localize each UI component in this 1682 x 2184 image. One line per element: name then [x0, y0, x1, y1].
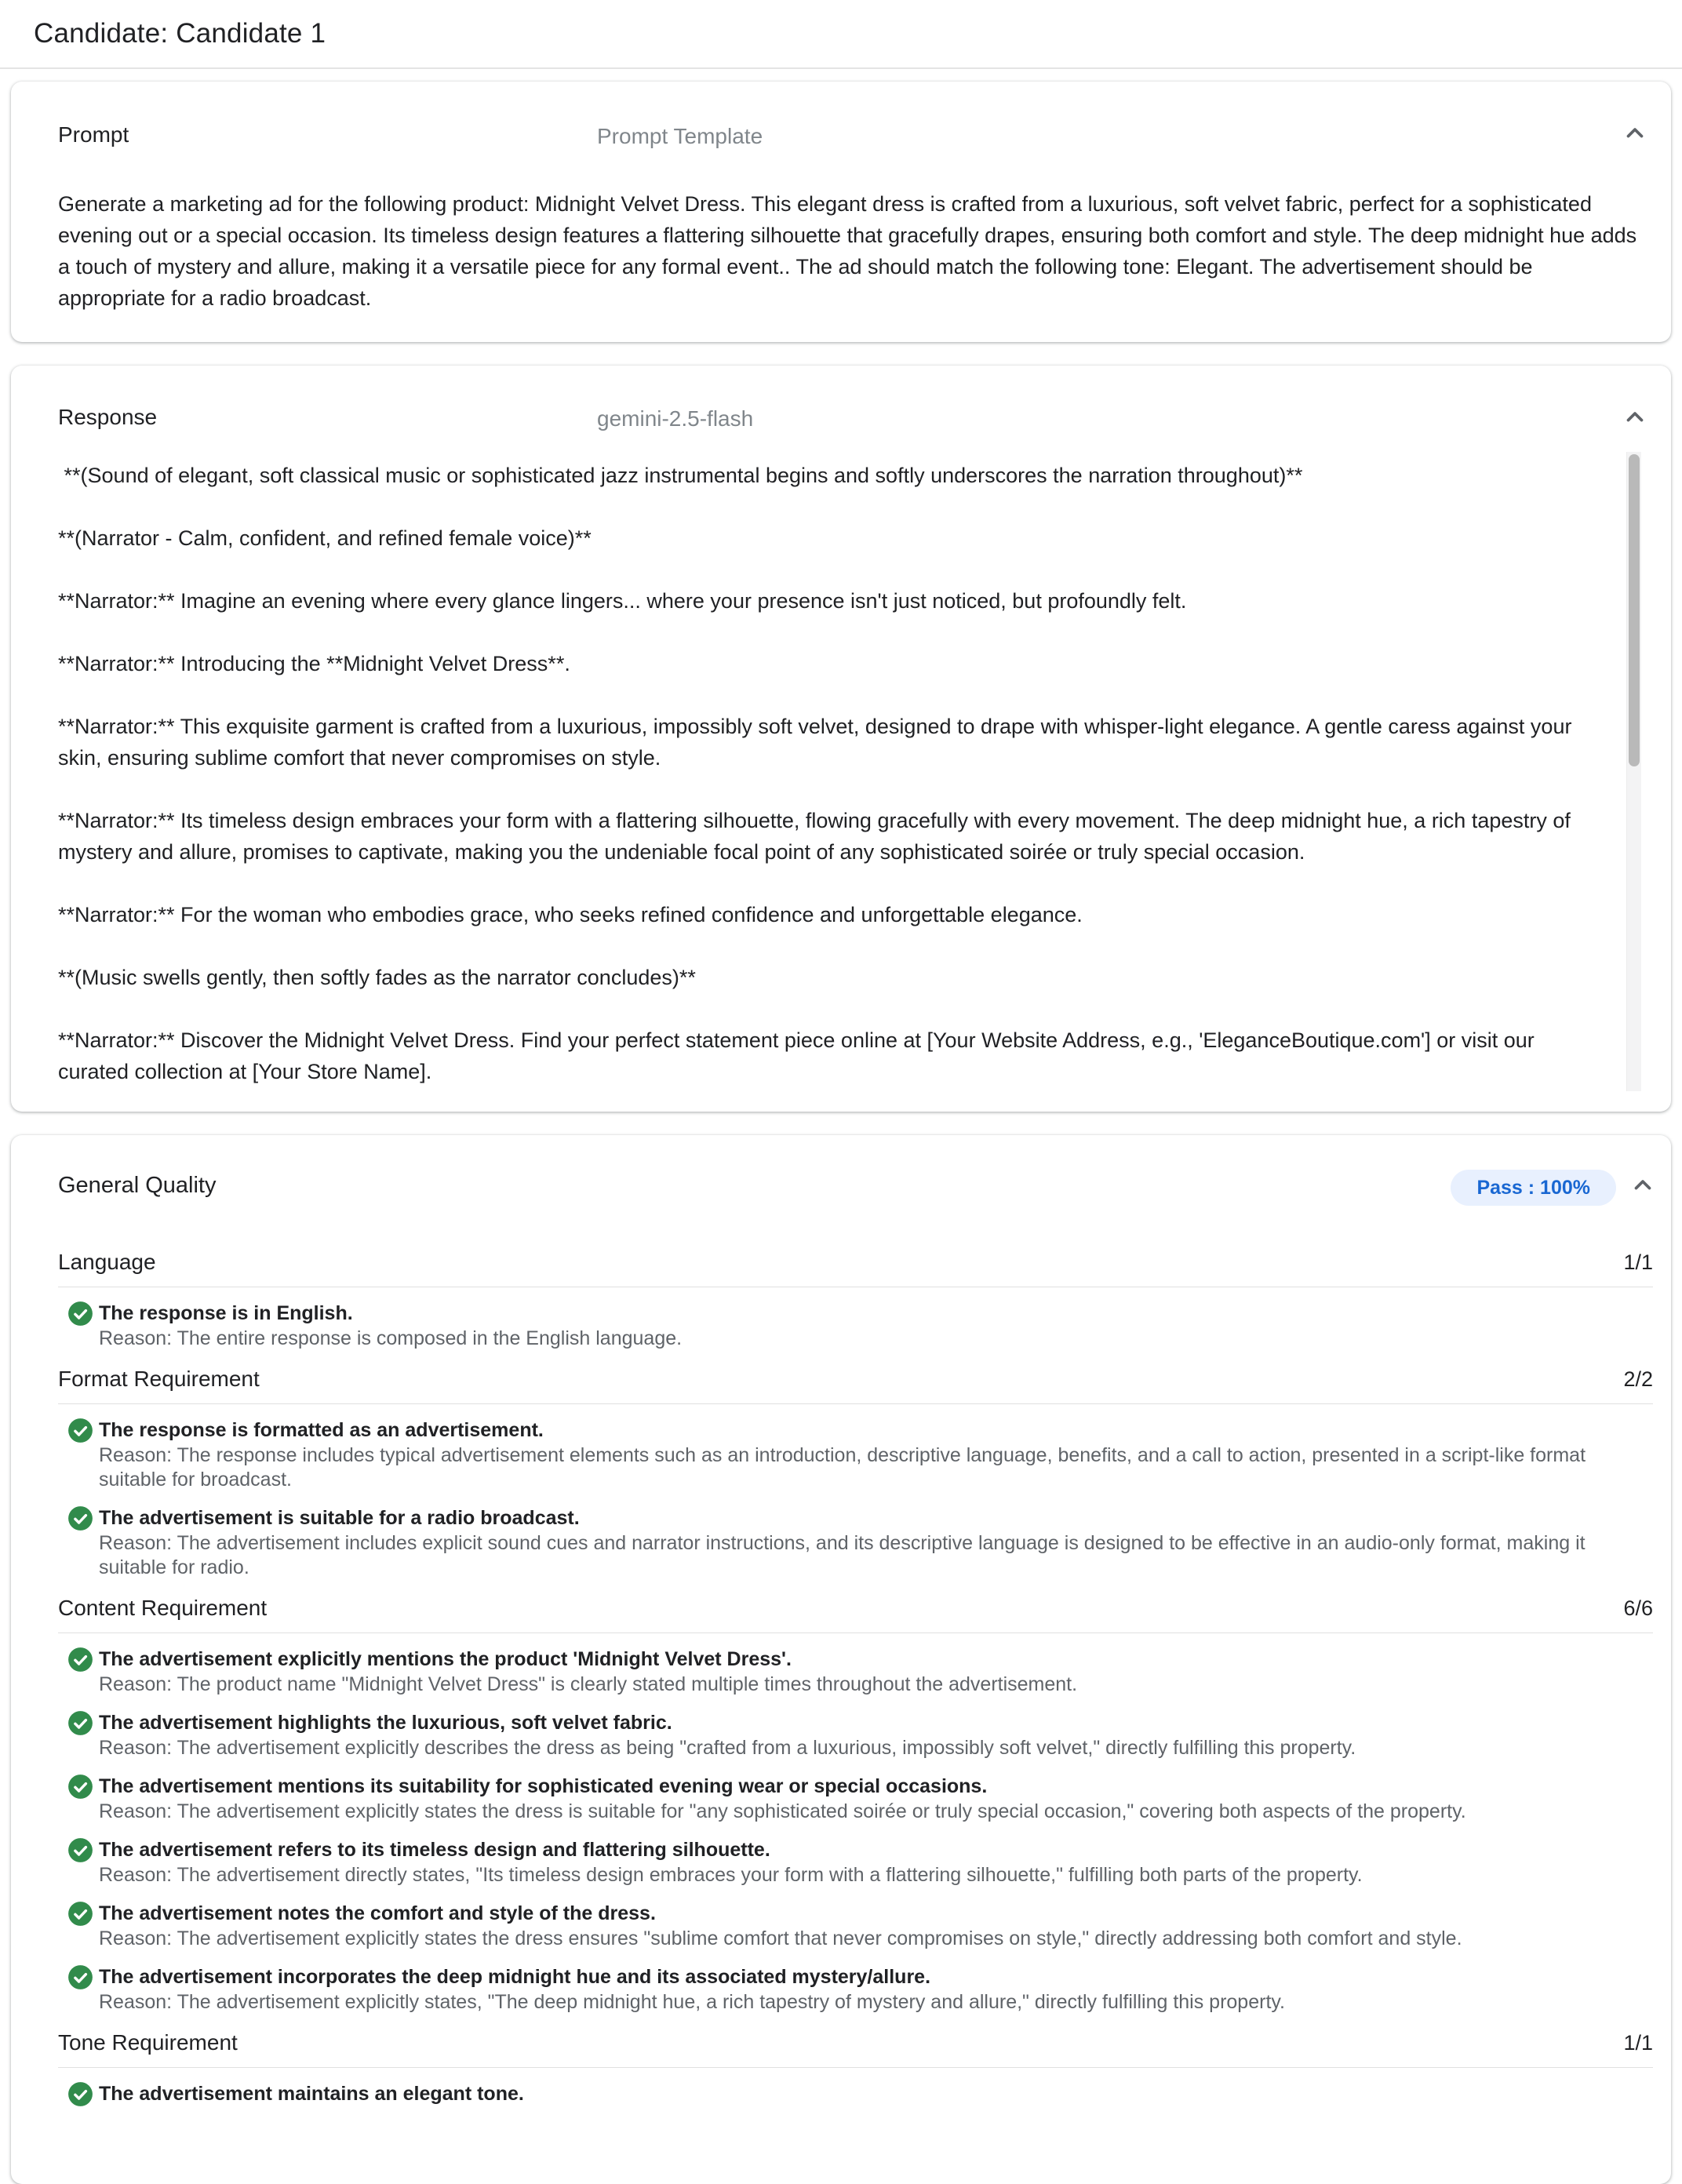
check-circle-icon [67, 1647, 93, 1673]
check-claim: The advertisement refers to its timeless design and flattering silhouette. [99, 1839, 770, 1861]
check-reason: Reason: The advertisement explicitly describes the dress as being "crafted from a luxurious, impossibly soft velvet," directly fulfilling this property. [99, 1737, 1356, 1759]
response-paragraph: **Narrator:** Discover the Midnight Velvet Dress. Find your perfect statement piece online at [Your Website Address, e.g., 'EleganceBoutique.com'] or visit our curated collection at [Your Store Name]. [58, 1028, 1541, 1083]
check-reason: Reason: The advertisement explicitly states the dress is suitable for "any sophisticated soirée or truly special occasion," covering both aspects of the property. [99, 1800, 1466, 1822]
response-card [11, 366, 1671, 1112]
section-tone-requirement [58, 2030, 1653, 2107]
check-circle-icon [67, 1774, 93, 1800]
check-item [67, 1902, 1653, 1951]
response-card-header [58, 405, 1641, 431]
check-circle-icon [67, 1301, 93, 1327]
quality-card-header [58, 1173, 1653, 1204]
section-header [58, 1250, 1653, 1287]
check-reason: Reason: The entire response is composed in the English language. [99, 1327, 683, 1349]
page-header [0, 0, 1682, 69]
scrollbar[interactable] [1626, 452, 1641, 1091]
check-item [67, 2082, 1653, 2107]
response-paragraph: **(Music swells gently, then softly fades as the narrator concludes)** [58, 966, 696, 989]
page-title: Candidate: Candidate 1 [34, 18, 326, 49]
prompt-label: Prompt [58, 122, 129, 147]
prompt-template-label: Prompt Template [597, 124, 763, 148]
section-title: Format Requirement [58, 1367, 260, 1391]
check-reason: Reason: The response includes typical advertisement elements such as an introduction, descriptive language, benefits, and a call to action, presented in a script-like format suitable for broadcast. [99, 1444, 1586, 1491]
check-claim: The advertisement is suitable for a radio broadcast. [99, 1507, 580, 1529]
response-paragraph: **Narrator:** For the woman who embodies grace, who seeks refined confidence and unforgettable elegance. [58, 903, 1083, 926]
check-reason: Reason: The advertisement directly states, "Its timeless design embraces your form with a flattering silhouette," fulfilling both parts of the property. [99, 1864, 1363, 1886]
section-header [58, 1367, 1653, 1404]
response-label: Response [58, 405, 158, 429]
check-item [67, 1647, 1653, 1697]
section-score: 6/6 [1623, 1596, 1653, 1620]
check-item [67, 1418, 1653, 1492]
chevron-up-icon [1622, 404, 1648, 431]
section-content-requirement [58, 1596, 1653, 2015]
general-quality-card [11, 1135, 1671, 2184]
check-claim: The response is formatted as an advertisement. [99, 1419, 544, 1441]
section-format-requirement [58, 1367, 1653, 1580]
prompt-card-header [58, 122, 1640, 149]
response-paragraph: **(Narrator - Calm, confident, and refined female voice)** [58, 526, 592, 550]
pass-rate-badge: Pass : 100% [1451, 1170, 1616, 1206]
check-item [67, 1711, 1653, 1760]
check-claim: The advertisement incorporates the deep midnight hue and its associated mystery/allure. [99, 1966, 931, 1988]
collapse-quality-button[interactable] [1629, 1170, 1661, 1201]
check-claim: The advertisement notes the comfort and style of the dress. [99, 1902, 656, 1924]
section-score: 1/1 [1623, 1250, 1653, 1274]
check-claim: The advertisement explicitly mentions the product 'Midnight Velvet Dress'. [99, 1648, 792, 1670]
general-quality-title: General Quality [58, 1173, 217, 1198]
check-circle-icon [67, 1837, 93, 1863]
section-score: 1/1 [1623, 2031, 1653, 2055]
check-circle-icon [67, 1710, 93, 1736]
section-header [58, 1596, 1653, 1633]
response-paragraph: **Narrator:** Its timeless design embraces your form with a flattering silhouette, flowing gracefully with every movement. The deep midnight hue, a rich tapestry of mystery and allure, promises to captivate, making you the undeniable focal point of any sophisticated soirée or truly special occasion. [58, 809, 1577, 864]
check-circle-icon [67, 1418, 93, 1443]
chevron-up-icon [1622, 120, 1648, 147]
response-scroll-area[interactable] [58, 452, 1641, 1091]
check-circle-icon [67, 1964, 93, 1990]
section-language [58, 1250, 1653, 1351]
check-claim: The response is in English. [99, 1302, 353, 1324]
response-paragraph: **Narrator:** This exquisite garment is crafted from a luxurious, impossibly soft velvet, designed to drape with whisper-light elegance. A gentle caress against your skin, ensuring sublime comfort that never compromises on style. [58, 715, 1578, 770]
section-score: 2/2 [1623, 1367, 1653, 1391]
check-claim: The advertisement mentions its suitability for sophisticated evening wear or special occasions. [99, 1775, 988, 1797]
model-name-label: gemini-2.5-flash [597, 406, 754, 431]
check-reason: Reason: The product name "Midnight Velvet Dress" is clearly stated multiple times throughout the advertisement. [99, 1673, 1078, 1695]
check-circle-icon [67, 1505, 93, 1531]
check-reason: Reason: The advertisement explicitly states, "The deep midnight hue, a rich tapestry of mystery and allure," directly fulfilling this property. [99, 1991, 1285, 2013]
section-title: Language [58, 1250, 156, 1274]
check-item [67, 1506, 1653, 1580]
check-claim: The advertisement highlights the luxurious, soft velvet fabric. [99, 1712, 672, 1734]
check-claim: The advertisement maintains an elegant tone. [99, 2083, 524, 2105]
response-paragraph: **(Sound of elegant, soft classical music or sophisticated jazz instrumental begins and softly underscores the narration throughout)** [58, 464, 1303, 487]
check-item [67, 1838, 1653, 1887]
check-item [67, 1301, 1653, 1351]
section-header [58, 2030, 1653, 2068]
response-paragraph: **Narrator:** Introducing the **Midnight Velvet Dress**. [58, 652, 570, 675]
check-reason: Reason: The advertisement explicitly states the dress ensures "sublime comfort that never compromises on style," directly addressing both comfort and style. [99, 1927, 1462, 1949]
check-item [67, 1965, 1653, 2015]
collapse-prompt-button[interactable] [1619, 118, 1651, 149]
scrollbar-thumb[interactable] [1629, 454, 1640, 766]
check-circle-icon [67, 1901, 93, 1927]
chevron-up-icon [1629, 1172, 1661, 1199]
prompt-card [11, 82, 1671, 342]
section-title: Tone Requirement [58, 2030, 238, 2055]
collapse-response-button[interactable] [1619, 402, 1651, 433]
response-paragraph: **Narrator:** Imagine an evening where every glance lingers... where your presence isn't just noticed, but profoundly felt. [58, 589, 1187, 613]
section-title: Content Requirement [58, 1596, 268, 1620]
check-reason: Reason: The advertisement includes explicit sound cues and narrator instructions, and its descriptive language is designed to be effective in an audio-only format, making it suitable for radio. [99, 1532, 1586, 1578]
check-circle-icon [67, 2081, 93, 2107]
check-item [67, 1774, 1653, 1824]
prompt-text: Generate a marketing ad for the following product: Midnight Velvet Dress. This elegant dress is crafted from a luxurious, soft velvet fabric, perfect for a sophisticated evening out or a special occasion. Its timeless design features a flattering silhouette that gracefully drapes, ensuring both comfort and style. The deep midnight hue adds a touch of mystery and allure, making it a versatile piece for any formal event.. The ad should match the following tone: Elegant. The advertisement should be appropriate for a radio broadcast. [58, 192, 1637, 310]
